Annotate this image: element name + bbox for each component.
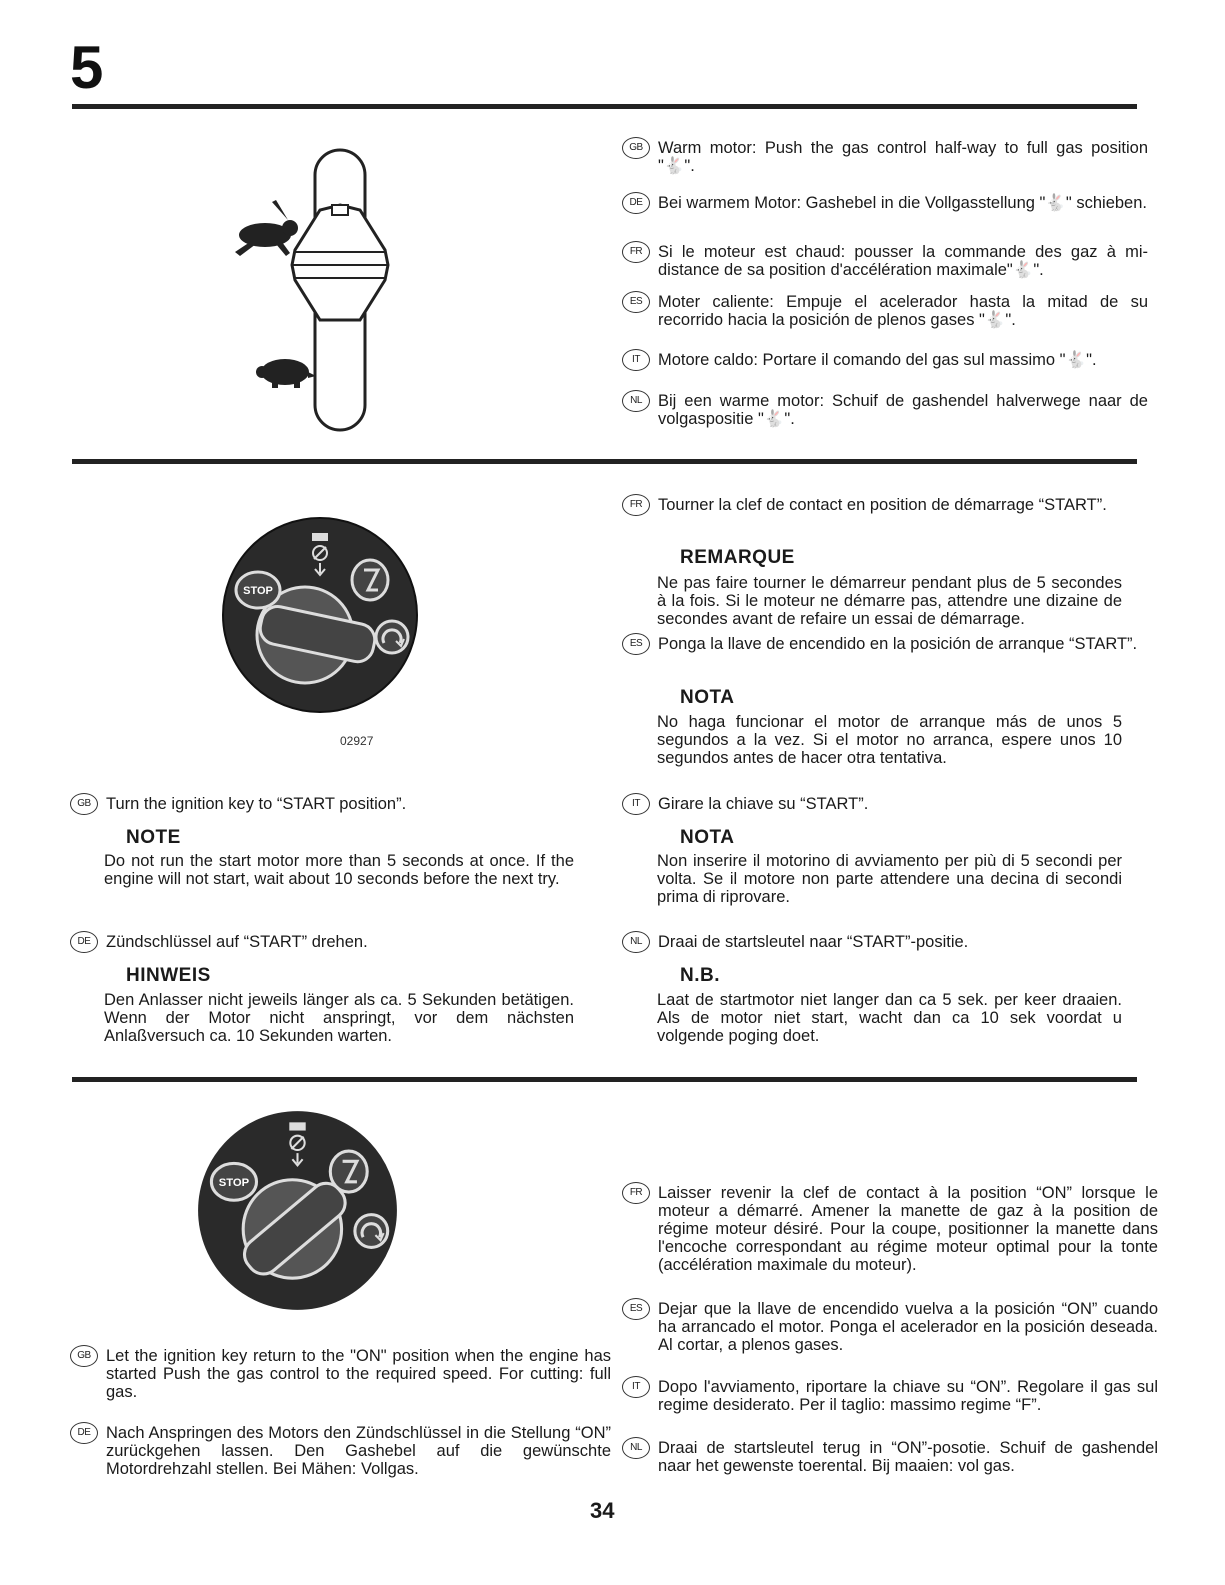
lang-badge-it: IT [622, 349, 650, 371]
lang-badge-de: DE [70, 931, 98, 953]
lang-badge-it: IT [622, 793, 650, 815]
lang-badge-fr: FR [622, 1182, 650, 1204]
hare-icon [235, 200, 298, 256]
lang-badge-de: DE [70, 1422, 98, 1444]
lamp-icon [352, 560, 388, 600]
stop-icon [236, 572, 280, 608]
text-es-warm-motor: ES Moter caliente: Empuje el acelerador hasta la mitad de su recorrido hacia la posición de plenos gases "🐇". [622, 293, 1148, 329]
note-body-es: No haga funcionar el motor de arranque más de unos 5 segundos a la vez. Si el motor no arranca, espere unos 10 segundos antes de hacer otra tentativa. [657, 713, 1122, 767]
lang-badge-nl: NL [622, 390, 650, 412]
note-heading-de: HINWEIS [126, 965, 211, 986]
note-heading-es: NOTA [680, 687, 735, 708]
lang-badge-fr: FR [622, 241, 650, 263]
text-de-warm-motor: DE Bei warmem Motor: Gashebel in die Vollgasstellung "🐇" schieben. [622, 194, 1148, 212]
note-heading-gb: NOTE [126, 827, 181, 848]
note-body-nl: Laat de startmotor niet langer dan ca 5 sek. per keer draaien. Als de motor niet start, wacht dan ca 10 sek voordat u volgende poging doet. [657, 991, 1122, 1045]
note-heading-nl: N.B. [680, 965, 720, 986]
section-divider [72, 1077, 1137, 1082]
lang-badge-gb: GB [70, 1345, 98, 1367]
lang-badge-es: ES [622, 1298, 650, 1320]
text-it-warm-motor: IT Motore caldo: Portare il comando del gas sul massimo "🐇". [622, 351, 1148, 369]
svg-text:STOP: STOP [243, 585, 273, 597]
note-body-gb: Do not run the start motor more than 5 seconds at once. If the engine will not start, wait about 10 seconds before the next try. [104, 852, 574, 888]
lang-badge-es: ES [622, 291, 650, 313]
text-it-ignition-on: IT Dopo l'avviamento, riportare la chiave su “ON”. Regolare il gas sul regime desiderato. Per il taglio: massimo regime “F”. [622, 1378, 1158, 1414]
tortoise-icon [256, 359, 316, 388]
note-heading-fr: REMARQUE [680, 547, 795, 568]
note-body-fr: Ne pas faire tourner le démarreur pendant plus de 5 secondes à la fois. Si le moteur ne démarre pas, attendre une dizaine de secondes avant de refaire un essai de démarrage. [657, 574, 1122, 628]
text-nl-ignition-on: NL Draai de startsleutel terug in “ON”-posotie. Schuif de gashendel naar het gewenste toerental. Bij maaien: vol gas. [622, 1439, 1158, 1475]
note-body-de: Den Anlasser nicht jeweils länger als ca. 5 Sekunden betätigen. Wenn der Motor nicht anspringt, vor dem nächsten Anlaßversuch ca. 10 Sekunden warten. [104, 991, 574, 1045]
figure-code: 02927 [340, 734, 374, 748]
lang-badge-fr: FR [622, 494, 650, 516]
lang-badge-de: DE [622, 192, 650, 214]
text-de-ignition-start: DE Zündschlüssel auf “START” drehen. [70, 933, 616, 951]
text-nl-ignition-start: NL Draai de startsleutel naar “START”-positie. [622, 933, 1148, 951]
ignition-switch-start-figure [220, 515, 420, 755]
lang-badge-es: ES [622, 633, 650, 655]
stop-icon [211, 1163, 256, 1200]
text-gb-ignition-start: GB Turn the ignition key to “START position”. [70, 795, 616, 813]
section-divider [72, 459, 1137, 464]
text-nl-warm-motor: NL Bij een warme motor: Schuif de gashendel halverwege naar de volgaspositie "🐇". [622, 392, 1148, 428]
note-heading-it: NOTA [680, 827, 735, 848]
lang-badge-nl: NL [622, 931, 650, 953]
chapter-number: 5 [70, 34, 104, 101]
text-fr-ignition-start: FR Tourner la clef de contact en position de démarrage “START”. [622, 496, 1148, 514]
throttle-lever-figure [190, 140, 430, 440]
text-es-ignition-on: ES Dejar que la llave de encendido vuelva a la posición “ON” cuando ha arrancado el motor. Ponga el acelerador en la posición deseada. Al cortar, a plenos gases. [622, 1300, 1158, 1354]
ignition-switch-on-figure [195, 1108, 400, 1313]
lang-badge-gb: GB [622, 137, 650, 159]
text-gb-ignition-on: GB Let the ignition key return to the "ON" position when the engine has started Push the gas control to the required speed. For cutting: full gas. [70, 1347, 611, 1401]
page-number: 34 [590, 1498, 615, 1523]
lang-badge-nl: NL [622, 1437, 650, 1459]
text-it-ignition-start: IT Girare la chiave su “START”. [622, 795, 1148, 813]
start-arrow-icon [376, 621, 408, 653]
note-body-it: Non inserire il motorino di avviamento per più di 5 secondi per volta. Se il motore non parte attendere una decina di secondi prima di riprovare. [657, 852, 1122, 906]
start-arrow-icon [355, 1215, 388, 1248]
lang-badge-it: IT [622, 1376, 650, 1398]
section-divider [72, 104, 1137, 109]
text-gb-warm-motor: GB Warm motor: Push the gas control half-way to full gas position "🐇". [622, 139, 1148, 175]
text-es-ignition-start: ES Ponga la llave de encendido en la posición de arranque “START”. [622, 635, 1148, 653]
text-fr-warm-motor: FR Si le moteur est chaud: pousser la commande des gaz à mi-distance de sa position d'accélération maximale"🐇". [622, 243, 1148, 279]
text-de-ignition-on: DE Nach Anspringen des Motors den Zündschlüssel in die Stellung “ON” zurückgehen lassen. Den Gashebel auf die gewünschte Motordrehzahl stellen. Bei Mähen: Vollgas. [70, 1424, 611, 1478]
svg-text:STOP: STOP [218, 1176, 250, 1189]
lamp-icon [330, 1151, 367, 1192]
text-fr-ignition-on: FR Laisser revenir la clef de contact à la position “ON” lorsque le moteur a démarré. Amener la manette de gaz à la position de régime moteur désiré. Pour la coupe, positionner la manette dans l'encoche correspondant au régime moteur optimal pour la tonte (accélération maximale du moteur). [622, 1184, 1158, 1274]
lang-badge-gb: GB [70, 793, 98, 815]
